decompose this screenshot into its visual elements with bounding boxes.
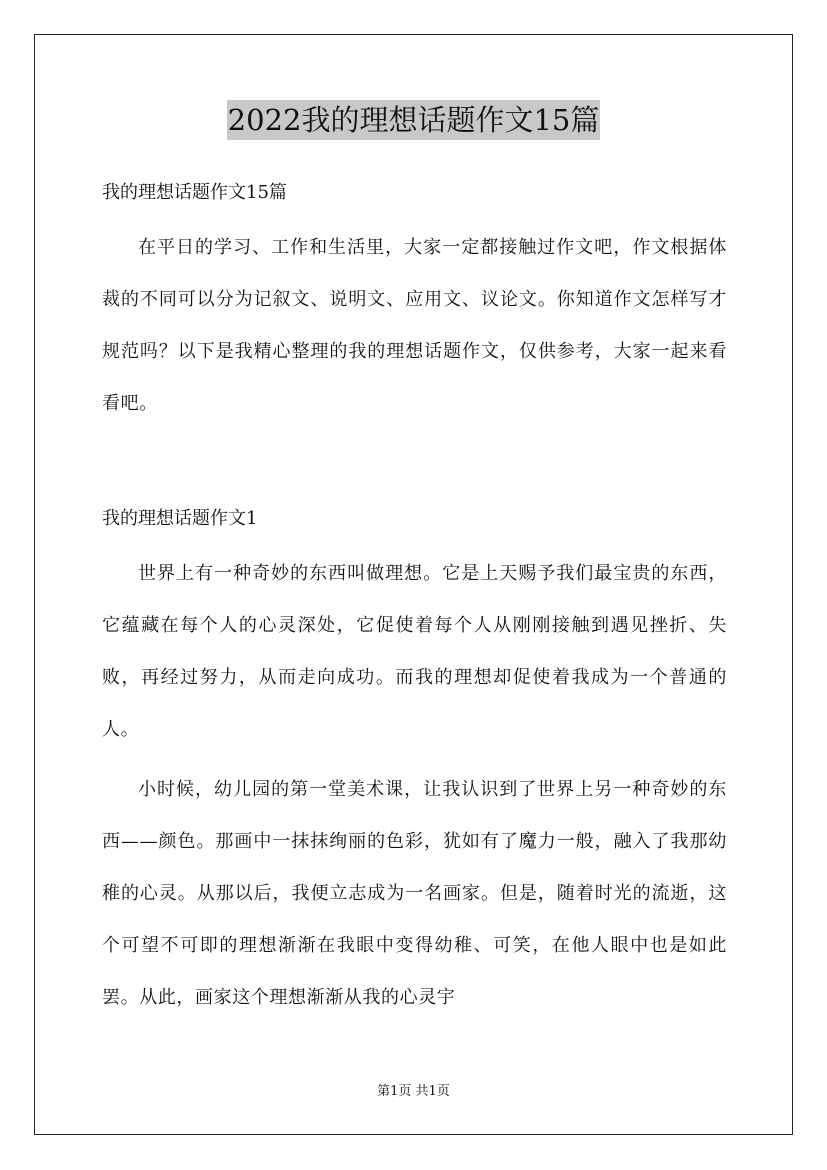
body-paragraph-2: 小时候，幼儿园的第一堂美术课，让我认识到了世界上另一种奇妙的东西——颜色。那画中一抹抹绚丽的色彩，犹如有了魔力一般，融入了我那幼稚的心灵。从那以后，我便立志成为一名画家。但是，随着时光的流逝，这个可望不可即的理想渐渐在我眼中变得幼稚、可笑，在他人眼中也是如此罢。从此，画家这个理想渐渐从我的心灵宇 bbox=[102, 779, 727, 1008]
title-container bbox=[0, 100, 827, 140]
page-footer: 第1页 共1页 bbox=[377, 1084, 450, 1099]
document-title: 2022我的理想话题作文15篇 bbox=[227, 100, 601, 140]
section-heading: 我的理想话题作文1 bbox=[102, 508, 258, 529]
body-paragraph-1: 世界上有一种奇妙的东西叫做理想。它是上天赐予我们最宝贵的东西，它蕴藏在每个人的心灵深处，它促使着每个人从刚刚接触到遇见挫折、失败，再经过努力，从而走向成功。而我的理想却促使着我成为一个普通的人。 bbox=[102, 563, 727, 740]
document-subtitle: 我的理想话题作文15篇 bbox=[102, 182, 287, 203]
intro-paragraph: 在平日的学习、工作和生活里，大家一定都接触过作文吧，作文根据体裁的不同可以分为记叙文、说明文、应用文、议论文。你知道作文怎样写才规范吗？以下是我精心整理的我的理想话题作文，仅供参考，大家一起来看看吧。 bbox=[102, 237, 727, 414]
